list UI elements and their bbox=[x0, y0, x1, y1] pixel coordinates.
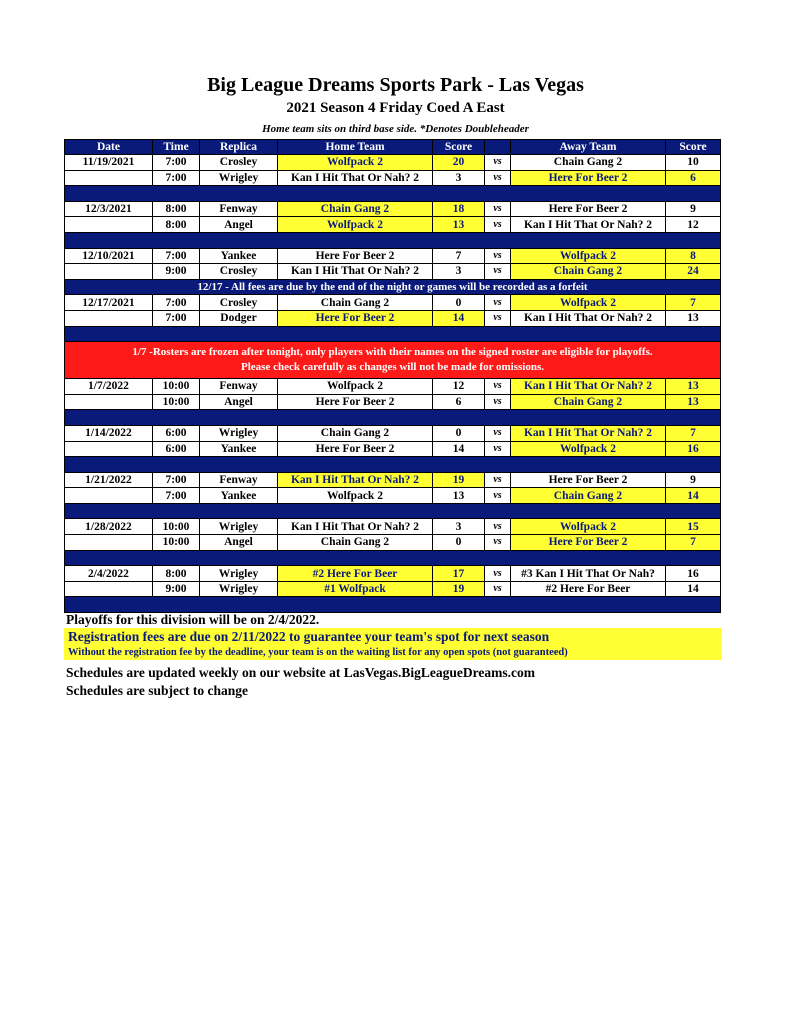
home-team: Chain Gang 2 bbox=[278, 201, 433, 217]
game-time: 8:00 bbox=[153, 217, 200, 233]
separator-row bbox=[65, 186, 721, 202]
game-date: 1/28/2022 bbox=[65, 519, 153, 535]
game-field: Fenway bbox=[200, 201, 278, 217]
away-team: Chain Gang 2 bbox=[511, 488, 666, 504]
home-team: Here For Beer 2 bbox=[278, 394, 433, 410]
game-time: 10:00 bbox=[153, 394, 200, 410]
separator-row bbox=[65, 503, 721, 519]
separator-cell bbox=[65, 503, 721, 519]
game-date bbox=[65, 441, 153, 457]
game-time: 10:00 bbox=[153, 535, 200, 551]
away-score: 14 bbox=[666, 488, 721, 504]
vs-label: vs bbox=[485, 535, 511, 551]
vs-label: vs bbox=[485, 170, 511, 186]
game-row bbox=[65, 170, 721, 186]
separator-row bbox=[65, 232, 721, 248]
away-team: #2 Here For Beer bbox=[511, 581, 666, 597]
separator-cell bbox=[65, 457, 721, 473]
home-team: Chain Gang 2 bbox=[278, 295, 433, 311]
col-replica: Replica bbox=[200, 140, 278, 155]
game-field: Yankee bbox=[200, 488, 278, 504]
away-score: 7 bbox=[666, 425, 721, 441]
separator-row bbox=[65, 550, 721, 566]
game-time: 9:00 bbox=[153, 264, 200, 280]
vs-label: vs bbox=[485, 264, 511, 280]
away-team: Kan I Hit That Or Nah? 2 bbox=[511, 425, 666, 441]
game-row bbox=[65, 310, 721, 326]
game-time: 8:00 bbox=[153, 201, 200, 217]
away-team: Here For Beer 2 bbox=[511, 170, 666, 186]
separator-row bbox=[65, 326, 721, 342]
home-score: 14 bbox=[433, 441, 485, 457]
home-score: 3 bbox=[433, 519, 485, 535]
home-score: 0 bbox=[433, 425, 485, 441]
vs-label: vs bbox=[485, 566, 511, 582]
home-score: 0 bbox=[433, 535, 485, 551]
schedule-table bbox=[64, 139, 721, 613]
col-home-score: Score bbox=[433, 140, 485, 155]
vs-label: vs bbox=[485, 201, 511, 217]
away-score: 6 bbox=[666, 170, 721, 186]
schedule-body bbox=[65, 155, 721, 613]
game-date: 12/10/2021 bbox=[65, 248, 153, 264]
game-field: Wrigley bbox=[200, 581, 278, 597]
vs-label: vs bbox=[485, 248, 511, 264]
game-row bbox=[65, 441, 721, 457]
game-time: 7:00 bbox=[153, 488, 200, 504]
home-score: 7 bbox=[433, 248, 485, 264]
away-team: Wolfpack 2 bbox=[511, 295, 666, 311]
game-field: Crosley bbox=[200, 155, 278, 171]
home-team: Wolfpack 2 bbox=[278, 217, 433, 233]
game-date bbox=[65, 170, 153, 186]
game-row bbox=[65, 425, 721, 441]
away-team: Kan I Hit That Or Nah? 2 bbox=[511, 217, 666, 233]
game-time: 7:00 bbox=[153, 310, 200, 326]
game-row bbox=[65, 379, 721, 395]
home-score: 19 bbox=[433, 581, 485, 597]
separator-row bbox=[65, 457, 721, 473]
away-score: 12 bbox=[666, 217, 721, 233]
home-team: Wolfpack 2 bbox=[278, 155, 433, 171]
home-team: #1 Wolfpack bbox=[278, 581, 433, 597]
game-row bbox=[65, 581, 721, 597]
game-row bbox=[65, 472, 721, 488]
home-team: Here For Beer 2 bbox=[278, 441, 433, 457]
away-score: 8 bbox=[666, 248, 721, 264]
col-home-team: Home Team bbox=[278, 140, 433, 155]
home-team: Here For Beer 2 bbox=[278, 248, 433, 264]
vs-label: vs bbox=[485, 488, 511, 504]
away-score: 13 bbox=[666, 310, 721, 326]
home-team: #2 Here For Beer bbox=[278, 566, 433, 582]
game-time: 8:00 bbox=[153, 566, 200, 582]
roster-notice-line1: 1/7 -Rosters are frozen after tonight, only players with their names on the signed roster are eligible for playoffs. bbox=[132, 346, 653, 359]
away-team: Chain Gang 2 bbox=[511, 394, 666, 410]
playoffs-note: Playoffs for this division will be on 2/4/2022. bbox=[66, 612, 320, 627]
game-time: 9:00 bbox=[153, 581, 200, 597]
game-row bbox=[65, 295, 721, 311]
vs-label: vs bbox=[485, 441, 511, 457]
away-score: 14 bbox=[666, 581, 721, 597]
home-team: Kan I Hit That Or Nah? 2 bbox=[278, 472, 433, 488]
game-date: 1/7/2022 bbox=[65, 379, 153, 395]
home-score: 17 bbox=[433, 566, 485, 582]
game-date bbox=[65, 535, 153, 551]
away-score: 7 bbox=[666, 535, 721, 551]
game-field: Dodger bbox=[200, 310, 278, 326]
home-team: Kan I Hit That Or Nah? 2 bbox=[278, 264, 433, 280]
home-team: Chain Gang 2 bbox=[278, 425, 433, 441]
schedule-change-note: Schedules are subject to change bbox=[66, 683, 248, 698]
game-field: Angel bbox=[200, 217, 278, 233]
vs-label: vs bbox=[485, 155, 511, 171]
game-date bbox=[65, 217, 153, 233]
home-score: 3 bbox=[433, 170, 485, 186]
away-team: Wolfpack 2 bbox=[511, 441, 666, 457]
away-score: 7 bbox=[666, 295, 721, 311]
away-score: 16 bbox=[666, 566, 721, 582]
vs-label: vs bbox=[485, 217, 511, 233]
game-field: Wrigley bbox=[200, 170, 278, 186]
roster-notice-row bbox=[65, 342, 721, 379]
game-row bbox=[65, 488, 721, 504]
away-team: Kan I Hit That Or Nah? 2 bbox=[511, 379, 666, 395]
game-row bbox=[65, 519, 721, 535]
game-field: Fenway bbox=[200, 472, 278, 488]
home-team: Wolfpack 2 bbox=[278, 488, 433, 504]
game-date: 1/14/2022 bbox=[65, 425, 153, 441]
game-row bbox=[65, 248, 721, 264]
game-field: Wrigley bbox=[200, 425, 278, 441]
game-date: 1/21/2022 bbox=[65, 472, 153, 488]
away-score: 9 bbox=[666, 472, 721, 488]
home-score: 13 bbox=[433, 488, 485, 504]
game-time: 7:00 bbox=[153, 248, 200, 264]
vs-label: vs bbox=[485, 295, 511, 311]
game-row bbox=[65, 566, 721, 582]
separator-cell bbox=[65, 326, 721, 342]
separator-cell bbox=[65, 186, 721, 202]
home-score: 13 bbox=[433, 217, 485, 233]
away-team: Here For Beer 2 bbox=[511, 472, 666, 488]
away-score: 16 bbox=[666, 441, 721, 457]
fee-notice-row bbox=[65, 279, 721, 295]
vs-label: vs bbox=[485, 519, 511, 535]
game-time: 7:00 bbox=[153, 472, 200, 488]
game-field: Crosley bbox=[200, 264, 278, 280]
game-date: 12/3/2021 bbox=[65, 201, 153, 217]
away-score: 13 bbox=[666, 379, 721, 395]
game-time: 10:00 bbox=[153, 379, 200, 395]
home-score: 6 bbox=[433, 394, 485, 410]
away-team: #3 Kan I Hit That Or Nah? bbox=[511, 566, 666, 582]
game-row bbox=[65, 217, 721, 233]
game-field: Angel bbox=[200, 535, 278, 551]
registration-detail: Without the registration fee by the deadline, your team is on the waiting list for any open spots (not guaranteed) bbox=[68, 647, 568, 658]
away-team: Chain Gang 2 bbox=[511, 155, 666, 171]
game-time: 7:00 bbox=[153, 170, 200, 186]
separator-cell bbox=[65, 232, 721, 248]
game-time: 6:00 bbox=[153, 425, 200, 441]
vs-label: vs bbox=[485, 425, 511, 441]
game-row bbox=[65, 535, 721, 551]
separator-row bbox=[65, 410, 721, 426]
col-time: Time bbox=[153, 140, 200, 155]
home-team: Kan I Hit That Or Nah? 2 bbox=[278, 519, 433, 535]
away-team: Here For Beer 2 bbox=[511, 535, 666, 551]
game-field: Angel bbox=[200, 394, 278, 410]
home-team: Chain Gang 2 bbox=[278, 535, 433, 551]
home-score: 0 bbox=[433, 295, 485, 311]
home-score: 18 bbox=[433, 201, 485, 217]
game-field: Fenway bbox=[200, 379, 278, 395]
col-vs bbox=[485, 140, 511, 155]
away-team: Chain Gang 2 bbox=[511, 264, 666, 280]
vs-label: vs bbox=[485, 581, 511, 597]
home-team: Kan I Hit That Or Nah? 2 bbox=[278, 170, 433, 186]
game-row bbox=[65, 155, 721, 171]
vs-label: vs bbox=[485, 310, 511, 326]
game-field: Crosley bbox=[200, 295, 278, 311]
game-field: Yankee bbox=[200, 248, 278, 264]
away-team: Wolfpack 2 bbox=[511, 248, 666, 264]
col-away-team: Away Team bbox=[511, 140, 666, 155]
page-note: Home team sits on third base side. *Denotes Doubleheader bbox=[262, 123, 529, 135]
separator-cell bbox=[65, 550, 721, 566]
game-date bbox=[65, 581, 153, 597]
home-score: 12 bbox=[433, 379, 485, 395]
away-team: Here For Beer 2 bbox=[511, 201, 666, 217]
col-date: Date bbox=[65, 140, 153, 155]
game-field: Wrigley bbox=[200, 566, 278, 582]
game-time: 6:00 bbox=[153, 441, 200, 457]
game-date bbox=[65, 488, 153, 504]
game-date: 2/4/2022 bbox=[65, 566, 153, 582]
game-field: Yankee bbox=[200, 441, 278, 457]
vs-label: vs bbox=[485, 379, 511, 395]
vs-label: vs bbox=[485, 394, 511, 410]
away-score: 9 bbox=[666, 201, 721, 217]
away-team: Wolfpack 2 bbox=[511, 519, 666, 535]
away-score: 13 bbox=[666, 394, 721, 410]
game-row bbox=[65, 201, 721, 217]
away-score: 10 bbox=[666, 155, 721, 171]
game-date: 12/17/2021 bbox=[65, 295, 153, 311]
roster-notice bbox=[65, 342, 721, 379]
game-time: 7:00 bbox=[153, 155, 200, 171]
away-team: Kan I Hit That Or Nah? 2 bbox=[511, 310, 666, 326]
home-score: 14 bbox=[433, 310, 485, 326]
home-score: 3 bbox=[433, 264, 485, 280]
fee-notice: 12/17 - All fees are due by the end of the night or games will be recorded as a forfeit bbox=[65, 279, 721, 295]
separator-cell bbox=[65, 410, 721, 426]
game-time: 7:00 bbox=[153, 295, 200, 311]
home-team: Here For Beer 2 bbox=[278, 310, 433, 326]
website-note: Schedules are updated weekly on our website at LasVegas.BigLeagueDreams.com bbox=[66, 665, 536, 680]
page-title: Big League Dreams Sports Park - Las Vegas bbox=[207, 74, 584, 96]
vs-label: vs bbox=[485, 472, 511, 488]
header-row bbox=[65, 140, 721, 155]
home-team: Wolfpack 2 bbox=[278, 379, 433, 395]
home-score: 19 bbox=[433, 472, 485, 488]
game-field: Wrigley bbox=[200, 519, 278, 535]
roster-notice-line2: Please check carefully as changes will not be made for omissions. bbox=[241, 361, 544, 374]
game-date bbox=[65, 394, 153, 410]
game-date bbox=[65, 310, 153, 326]
away-score: 15 bbox=[666, 519, 721, 535]
col-away-score: Score bbox=[666, 140, 721, 155]
away-score: 24 bbox=[666, 264, 721, 280]
home-score: 20 bbox=[433, 155, 485, 171]
page-subtitle: 2021 Season 4 Friday Coed A East bbox=[286, 100, 505, 116]
game-row bbox=[65, 394, 721, 410]
game-row bbox=[65, 264, 721, 280]
game-date bbox=[65, 264, 153, 280]
game-time: 10:00 bbox=[153, 519, 200, 535]
game-date: 11/19/2021 bbox=[65, 155, 153, 171]
registration-note: Registration fees are due on 2/11/2022 to guarantee your team's spot for next season bbox=[68, 629, 550, 644]
